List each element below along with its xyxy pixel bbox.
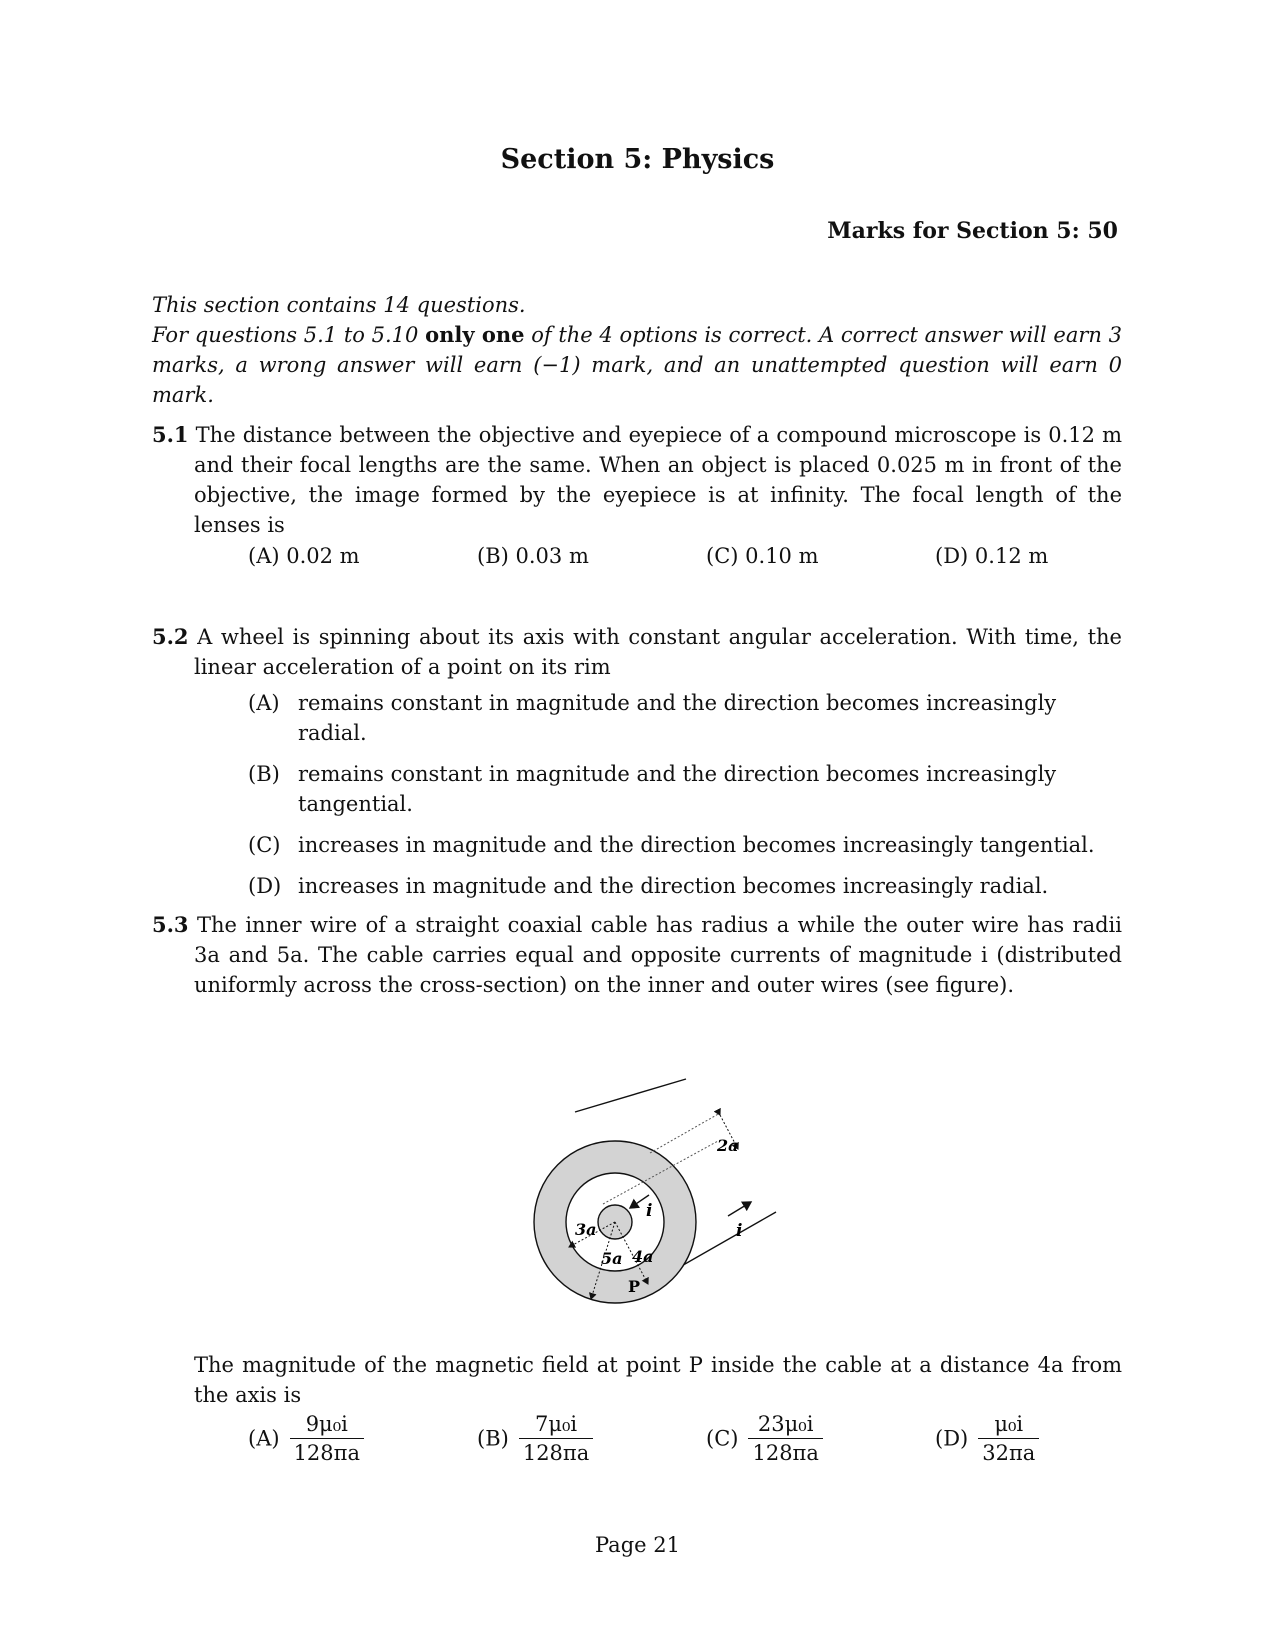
fraction-numerator: μ₀i	[978, 1412, 1039, 1439]
option-text: increases in magnitude and the direction becomes increasingly tangential.	[298, 833, 1095, 857]
option-text: remains constant in magnitude and the direction becomes increasingly radial.	[298, 691, 1057, 745]
label-current-in: i	[646, 1201, 653, 1221]
guide-line	[650, 1113, 720, 1153]
fraction-numerator: 9μ₀i	[290, 1412, 364, 1439]
option-fraction	[748, 1412, 822, 1465]
label-radius-4a: 4a	[632, 1247, 654, 1266]
instruction-bold: only one	[425, 322, 525, 347]
label-point-p: P	[628, 1277, 641, 1296]
question-text: The inner wire of a straight coaxial cable has radius a while the outer wire has radii 3a and 5a. The cable carries equal and opposite currents of magnitude i (distributed uniformly across the cross-section) on the inner and outer wires (see figure).	[194, 913, 1122, 997]
option-text: remains constant in magnitude and the direction becomes increasingly tangential.	[298, 762, 1057, 816]
question-number: 5.1	[152, 422, 189, 447]
option-text: 0.10 m	[745, 544, 819, 568]
question-text: The distance between the objective and eyepiece of a compound microscope is 0.12 m and their focal lengths are the same. When an object is placed 0.025 m in front of the objective, the image formed by the eyepiece is at infinity. The focal length of the lenses is	[194, 423, 1122, 537]
question-5-3-followup: The magnitude of the magnetic field at point P inside the cable at a distance 4a from the axis is	[194, 1353, 1122, 1407]
question-number: 5.3	[152, 912, 189, 937]
label-thickness: 2a	[717, 1136, 739, 1155]
cable-top-edge	[575, 1079, 686, 1112]
section-marks: Marks for Section 5: 50	[827, 218, 1118, 244]
option-fraction	[519, 1412, 593, 1465]
option-label: (D)	[935, 544, 969, 568]
option-label: (A)	[248, 691, 280, 715]
option-label: (B)	[477, 544, 509, 568]
fraction-numerator: 7μ₀i	[519, 1412, 593, 1439]
fraction-numerator: 23μ₀i	[748, 1412, 822, 1439]
instruction-line-1: This section contains 14 questions.	[152, 293, 526, 317]
option-c[interactable]	[706, 1412, 823, 1465]
current-out-arrow	[728, 1202, 751, 1216]
option-label: (B)	[248, 762, 280, 786]
option-text: increases in magnitude and the direction becomes increasingly radial.	[298, 874, 1049, 898]
question-number: 5.2	[152, 624, 189, 649]
option-label: (C)	[706, 1426, 739, 1451]
instruction-prefix: For questions 5.1 to 5.10	[152, 323, 419, 347]
option-a[interactable]	[248, 1412, 364, 1465]
option-label: (A)	[248, 1426, 280, 1451]
fraction-denominator: 128πa	[522, 1441, 590, 1465]
option-label: (D)	[248, 874, 282, 898]
label-current-out: i	[736, 1221, 743, 1241]
option-text: 0.12 m	[974, 544, 1049, 568]
question-text: A wheel is spinning about its axis with constant angular acceleration. With time, the linear acceleration of a point on its rim	[194, 625, 1122, 679]
option-text: 0.03 m	[515, 544, 589, 568]
option-d[interactable]	[935, 1412, 1039, 1465]
page-number: Page 21	[595, 1533, 680, 1557]
fraction-denominator: 128πa	[293, 1441, 360, 1465]
fraction-denominator: 32πa	[982, 1441, 1036, 1465]
option-label: (C)	[706, 544, 739, 568]
option-label: (C)	[248, 833, 281, 857]
option-text: 0.02 m	[286, 544, 360, 568]
option-label: (A)	[248, 544, 280, 568]
option-fraction	[978, 1412, 1039, 1465]
instruction-suffix: of the 4 options is correct. A correct answer will earn 3 marks, a wrong answer will earn (−1) mark, and an unattempted question will earn 0 mark.	[152, 323, 1122, 407]
section-title: Section 5: Physics	[500, 144, 775, 175]
label-radius-5a: 5a	[601, 1249, 623, 1268]
fraction-denominator: 128πa	[752, 1441, 819, 1465]
option-label: (D)	[935, 1426, 969, 1451]
label-radius-3a: 3a	[575, 1220, 597, 1239]
option-fraction	[290, 1412, 364, 1465]
option-label: (B)	[477, 1426, 509, 1451]
option-b[interactable]	[477, 1412, 593, 1465]
